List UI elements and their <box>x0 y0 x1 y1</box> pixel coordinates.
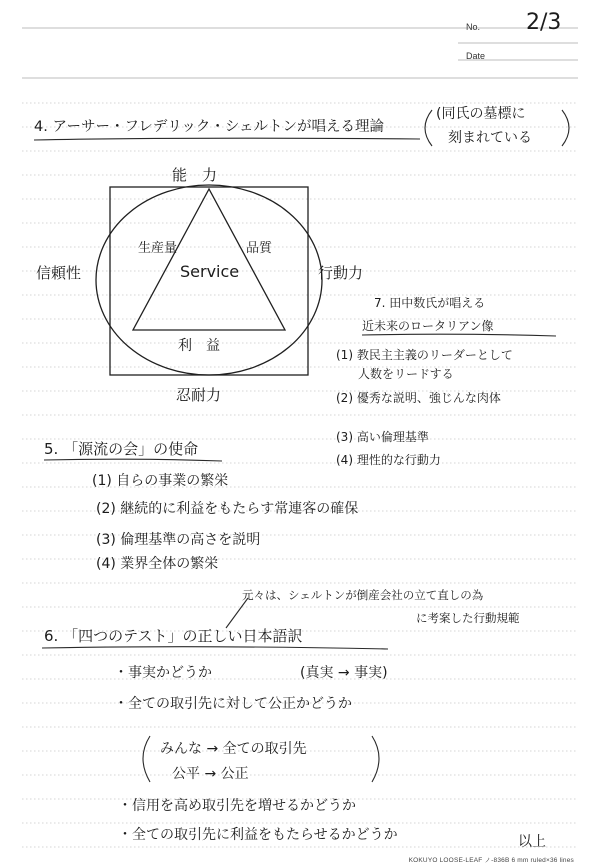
section7-heading-1: 7. 田中数氏が唱える <box>374 296 486 310</box>
note-paren-right <box>562 110 569 146</box>
section6-bullet-2: ・全ての取引先に対して公正かどうか <box>114 696 352 712</box>
note-paren-left <box>425 110 432 146</box>
paren-bracket-right <box>372 736 379 782</box>
section7-item-3: (3) 高い倫理基準 <box>336 430 429 444</box>
diagram-left-label: 信頼性 <box>36 264 82 282</box>
section7-underline <box>362 334 556 336</box>
section5-title: 5. 「源流の会」の使命 <box>44 440 199 458</box>
diagram-right-label: 行動力 <box>318 264 364 282</box>
section6-bullet-1: ・事実かどうか <box>114 665 212 681</box>
section5-item-1: (1) 自らの事業の繁栄 <box>92 473 229 489</box>
diagram-inner-left-label: 生産量 <box>138 241 178 256</box>
section5-underline <box>44 459 222 461</box>
no-label: No. <box>466 22 481 32</box>
section4-note-line2: 刻まれている <box>448 130 532 146</box>
diagram-inner-bottom-label: 利 益 <box>178 338 220 354</box>
section6-underline <box>42 647 388 649</box>
paper-footer: KOKUYO LOOSE-LEAF ノ-836B 6 mm ruled×36 lines <box>408 857 574 864</box>
section6-bullet-1-note: (真実 → 事実) <box>300 665 388 681</box>
diagram-top-label: 能 力 <box>172 166 218 184</box>
section4-note-line1: (同氏の墓標に <box>436 106 526 122</box>
section5-item-2: (2) 継続的に利益をもたらす常連客の確保 <box>96 501 359 517</box>
section4-title: 4. アーサー・フレデリック・シェルトンが唱える理論 <box>34 119 385 135</box>
diagram-bottom-label: 忍耐力 <box>176 386 222 404</box>
section6-title: 6. 「四つのテスト」の正しい日本語訳 <box>44 627 303 645</box>
section7-item-2: (2) 優秀な説明、強じんな肉体 <box>336 391 501 405</box>
diagram-inner-right-label: 品質 <box>246 241 273 256</box>
section6-bullet-3: ・信用を高め取引先を増せるかどうか <box>118 798 356 814</box>
section7-heading-2: 近未来のロータリアン像 <box>362 319 494 333</box>
section4-underline <box>34 138 420 140</box>
date-label: Date <box>466 51 486 61</box>
section7-item-1: (1) 教民主主義のリーダーとして <box>336 348 513 362</box>
diagram-triangle <box>133 189 285 330</box>
diagram-center-label: Service <box>180 262 240 281</box>
section6-bullet-4: ・全ての取引先に利益をもたらせるかどうか <box>118 827 398 843</box>
section5-item-3: (3) 倫理基準の高さを説明 <box>96 532 261 548</box>
page-number: 2/3 <box>526 10 562 35</box>
section6-annotation-1: 元々は、シェルトンが倒産会社の立て直しの為 <box>242 588 484 602</box>
section6-paren-line-2: 公平 → 公正 <box>172 766 249 782</box>
paren-bracket-left <box>143 736 150 782</box>
end-mark: 以上 <box>518 834 546 850</box>
section7-item-4: (4) 理性的な行動力 <box>336 453 441 467</box>
section5-item-4: (4) 業界全体の繁栄 <box>96 556 219 572</box>
section7-item-1b: 人数をリードする <box>358 367 454 381</box>
section6-annotation-2: に考案した行動規範 <box>416 611 520 625</box>
section6-paren-line-1: みんな → 全ての取引先 <box>160 741 307 757</box>
